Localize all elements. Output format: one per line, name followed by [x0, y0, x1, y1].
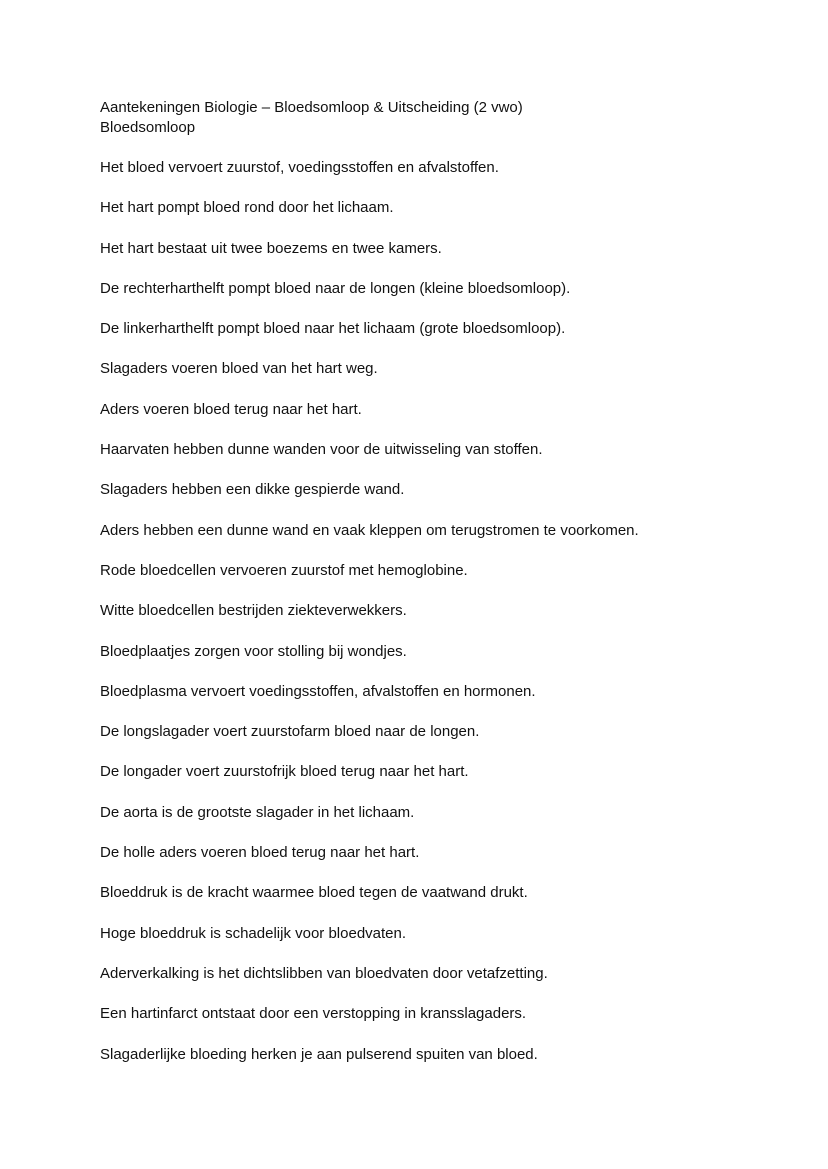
- note-line: De aorta is de grootste slagader in het lichaam.: [100, 803, 415, 821]
- notes-list: [100, 158, 790, 1065]
- note-line: Het hart pompt bloed rond door het lichaam.: [100, 199, 394, 217]
- note-line: Slagaders voeren bloed van het hart weg.: [100, 360, 378, 378]
- note-line: De holle aders voeren bloed terug naar het hart.: [100, 844, 420, 862]
- note-line: Rode bloedcellen vervoeren zuurstof met hemoglobine.: [100, 561, 468, 579]
- note-line: De longader voert zuurstofrijk bloed terug naar het hart.: [100, 763, 469, 781]
- note-line: Een hartinfarct ontstaat door een verstopping in kransslagaders.: [100, 1005, 527, 1023]
- section-heading: Bloedsomloop: [100, 119, 196, 136]
- note-line: Hoge bloeddruk is schadelijk voor bloedvaten.: [100, 924, 407, 942]
- note-line: De longslagader voert zuurstofarm bloed naar de longen.: [100, 723, 480, 741]
- document-page: [100, 98, 790, 1085]
- note-line: Het bloed vervoert zuurstof, voedingsstoffen en afvalstoffen.: [100, 159, 499, 176]
- note-line: De rechterharthelft pompt bloed naar de longen (kleine bloedsomloop).: [100, 279, 571, 297]
- note-line: Bloedplasma vervoert voedingsstoffen, afvalstoffen en hormonen.: [100, 682, 536, 700]
- note-line: Aders voeren bloed terug naar het hart.: [100, 400, 362, 418]
- note-line: De linkerharthelft pompt bloed naar het lichaam (grote bloedsomloop).: [100, 320, 566, 338]
- document-title: Aantekeningen Biologie – Bloedsomloop & Uitscheiding (2 vwo): [100, 99, 523, 116]
- note-line: Witte bloedcellen bestrijden ziekteverwekkers.: [100, 602, 407, 620]
- note-line: Slagaders hebben een dikke gespierde wand.: [100, 481, 405, 499]
- note-line: Aders hebben een dunne wand en vaak kleppen om terugstromen te voorkomen.: [100, 521, 639, 539]
- note-line: Aderverkalking is het dichtslibben van bloedvaten door vetafzetting.: [100, 964, 548, 982]
- note-line: Het hart bestaat uit twee boezems en twee kamers.: [100, 239, 442, 257]
- note-line: Slagaderlijke bloeding herken je aan pulserend spuiten van bloed.: [100, 1045, 538, 1063]
- note-line: Bloedplaatjes zorgen voor stolling bij wondjes.: [100, 642, 407, 660]
- note-line: Haarvaten hebben dunne wanden voor de uitwisseling van stoffen.: [100, 441, 543, 459]
- note-line: Bloeddruk is de kracht waarmee bloed tegen de vaatwand drukt.: [100, 884, 528, 902]
